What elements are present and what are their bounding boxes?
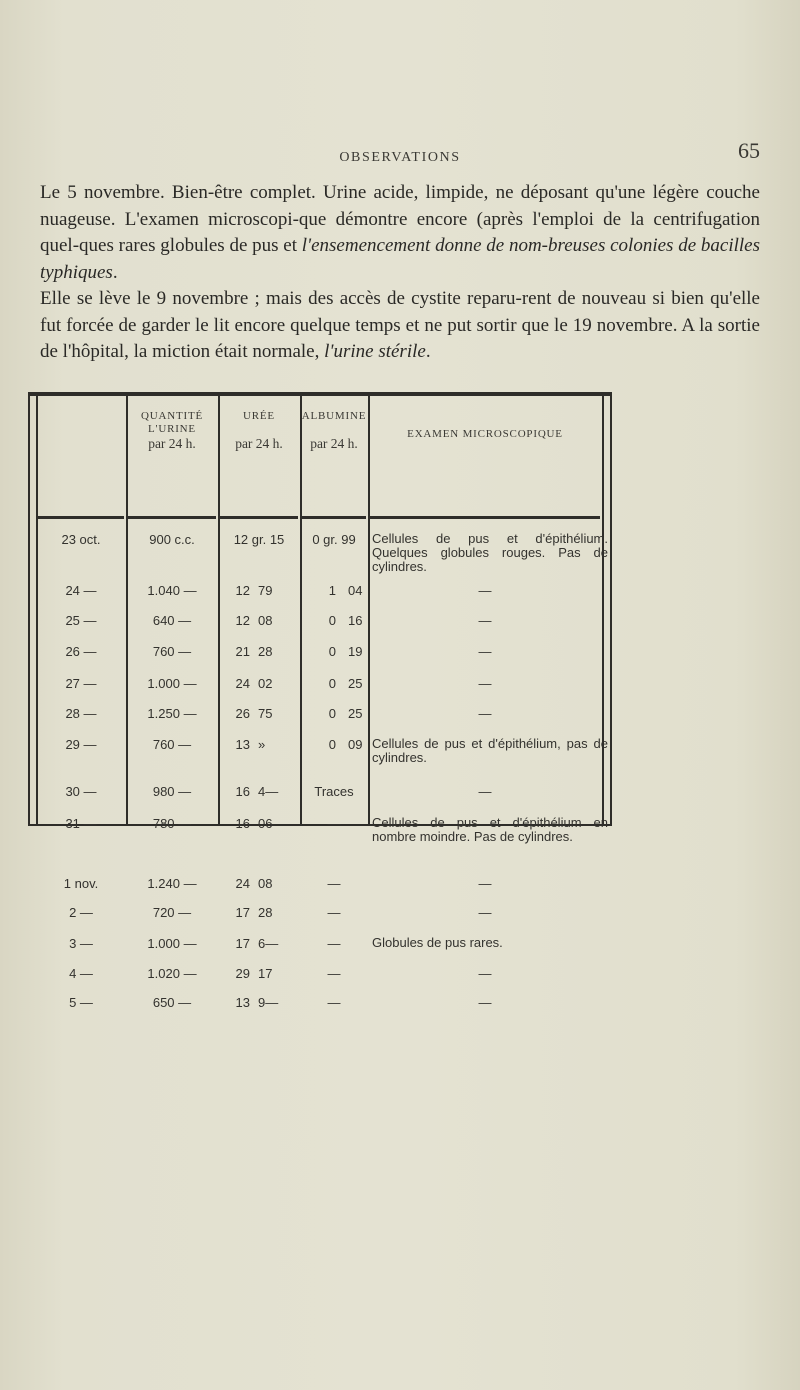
cell-uree-centigrams: 79 xyxy=(258,583,273,598)
cell-examen: — xyxy=(478,676,492,691)
header-quantite xyxy=(126,410,218,452)
cell-uree-centigrams: 4— xyxy=(258,784,279,799)
header-quantite-line2: L'URINE xyxy=(148,423,196,435)
header-albumine-line2: par 24 h. xyxy=(310,436,358,451)
paragraph-2-italic: l'urine stérile xyxy=(324,341,426,362)
header-examen-line1: EXAMEN MICROSCOPIQUE xyxy=(407,428,563,440)
cell-albumine-grams: 0 xyxy=(328,613,336,628)
cell-albumine: 0 gr. 99 xyxy=(312,532,356,547)
cell-uree-centigrams: 28 xyxy=(258,905,273,920)
cell-albumine-centigrams: 25 xyxy=(348,676,363,691)
cell-date: 31 — xyxy=(65,816,97,831)
page-number: 65 xyxy=(738,138,760,163)
cell-albumine-grams: 0 xyxy=(328,676,336,691)
cell-date: 27 — xyxy=(65,676,97,691)
cell-quantity: 650 — xyxy=(152,995,192,1010)
cell-uree-centigrams: 08 xyxy=(258,613,273,628)
cell-date: 23 oct. xyxy=(61,532,101,547)
cell-date: 5 — xyxy=(69,995,93,1010)
cell-uree-grams: 24 xyxy=(235,676,250,691)
cell-albumine-centigrams: 04 xyxy=(348,583,363,598)
cell-uree-centigrams: 9— xyxy=(258,995,279,1010)
paragraph-1-end: . xyxy=(112,261,118,283)
cell-uree-grams: 29 xyxy=(235,966,250,981)
cell-uree-grams: 17 xyxy=(235,905,250,920)
cell-albumine: — xyxy=(327,936,341,951)
paragraph-2-text: Elle se lève le 9 novembre ; mais des accès de cystite reparu-rent de nouveau si bien qu'elle fut forcée de garder le lit encore quelque temps et ne put sortir que le 19 novembre. A la sortie de l'hôpital, la miction était normale, xyxy=(40,288,760,362)
cell-examen: Cellules de pus et d'épithélium en nombre moindre. Pas de cylindres. xyxy=(372,815,608,844)
cell-uree-centigrams: 17 xyxy=(258,966,273,981)
paragraph-1-text: Le 5 novembre. Bien-être complet. Urine acide, limpide, ne déposant qu'une légère couche nuageuse. L'examen microscopi-que démontre encore (après l'emploi de la centrifugation quel-ques rares globules de pus et xyxy=(40,182,760,256)
header-quantite-line3: par 24 h. xyxy=(148,436,196,451)
cell-examen: — xyxy=(478,583,492,598)
table-rule xyxy=(36,396,38,824)
cell-quantity: 1.250 — xyxy=(147,706,197,721)
cell-quantity: 640 — xyxy=(152,613,192,628)
cell-albumine-centigrams: 25 xyxy=(348,706,363,721)
header-quantite-line1: QUANTITÉ xyxy=(141,410,203,422)
cell-uree-centigrams: 08 xyxy=(258,876,273,891)
cell-examen: — xyxy=(478,995,492,1010)
table-rule xyxy=(368,396,370,824)
cell-quantity: 760 — xyxy=(152,737,192,752)
cell-albumine-centigrams: 19 xyxy=(348,644,363,659)
header-uree-line1: URÉE xyxy=(243,410,275,422)
paragraph-2-end: . xyxy=(425,341,431,362)
cell-date: 28 — xyxy=(65,706,97,721)
paragraph-1 xyxy=(40,180,760,286)
cell-albumine-centigrams: 09 xyxy=(348,737,363,752)
paragraph-2 xyxy=(40,286,760,366)
cell-date: 30 — xyxy=(65,784,97,799)
cell-quantity: 980 — xyxy=(152,784,192,799)
header-spacer xyxy=(218,423,300,436)
cell-uree-centigrams: 6— xyxy=(258,936,279,951)
header-examen xyxy=(368,428,602,441)
cell-uree-grams: 16 xyxy=(235,784,250,799)
cell-uree-grams: 12 xyxy=(235,583,250,598)
cell-albumine-grams: 0 xyxy=(328,737,336,752)
cell-albumine-centigrams: 16 xyxy=(348,613,363,628)
cell-uree: 12 gr. 15 xyxy=(233,532,285,547)
cell-albumine: — xyxy=(327,905,341,920)
cell-examen: Cellules de pus et d'épithélium, pas de cylindres. xyxy=(372,736,608,765)
table-rule xyxy=(300,396,302,824)
cell-examen: Globules de pus rares. xyxy=(372,935,503,950)
cell-examen: — xyxy=(478,966,492,981)
cell-uree-centigrams: 28 xyxy=(258,644,273,659)
cell-uree-grams: 13 xyxy=(235,995,250,1010)
cell-uree-grams: 21 xyxy=(235,644,250,659)
cell-examen: — xyxy=(478,613,492,628)
header-rule xyxy=(370,516,600,519)
cell-quantity: 1.020 — xyxy=(147,966,197,981)
cell-uree-grams: 13 xyxy=(235,737,250,752)
cell-albumine-grams: 0 xyxy=(328,706,336,721)
urine-analysis-table xyxy=(28,392,612,1010)
header-rule xyxy=(38,516,124,519)
cell-uree-grams: 12 xyxy=(235,613,250,628)
cell-date: 25 — xyxy=(65,613,97,628)
header-rule xyxy=(220,516,298,519)
cell-quantity: 900 c.c. xyxy=(149,532,195,547)
table-rule xyxy=(126,396,128,824)
cell-uree-grams: 17 xyxy=(235,936,250,951)
body-text xyxy=(40,180,760,366)
cell-uree-centigrams: 06 xyxy=(258,816,273,831)
paragraph-1-italic: l'ensemencement donne de nom-breuses colonies de bacilles typhiques xyxy=(40,235,760,283)
cell-albumine: — xyxy=(327,816,341,831)
cell-date: 26 — xyxy=(65,644,97,659)
cell-albumine: — xyxy=(327,966,341,981)
cell-examen: — xyxy=(478,876,492,891)
cell-date: 29 — xyxy=(65,737,97,752)
header-uree-line2: par 24 h. xyxy=(235,436,283,451)
cell-uree-grams: 24 xyxy=(235,876,250,891)
cell-albumine: — xyxy=(327,995,341,1010)
running-title: OBSERVATIONS xyxy=(339,150,461,165)
cell-uree-centigrams: 02 xyxy=(258,676,273,691)
cell-albumine: — xyxy=(327,876,341,891)
cell-examen: — xyxy=(478,706,492,721)
header-albumine-line1: ALBUMINE xyxy=(301,410,367,422)
cell-albumine-grams: 1 xyxy=(328,583,336,598)
cell-albumine: Traces xyxy=(314,784,354,799)
cell-examen: Cellules de pus et d'épithélium. Quelques globules rouges. Pas de cylindres. xyxy=(372,531,608,574)
cell-quantity: 1.000 — xyxy=(147,676,197,691)
cell-examen: — xyxy=(478,784,492,799)
cell-uree-centigrams: » xyxy=(258,737,266,752)
header-rule xyxy=(128,516,216,519)
cell-quantity: 760 — xyxy=(152,644,192,659)
cell-date: 24 — xyxy=(65,583,97,598)
header-albumine xyxy=(300,410,368,452)
cell-date: 1 nov. xyxy=(63,876,99,891)
table-rule xyxy=(218,396,220,824)
cell-quantity: 1.240 — xyxy=(147,876,197,891)
header-uree xyxy=(218,410,300,452)
cell-quantity: 1.000 — xyxy=(147,936,197,951)
header-rule xyxy=(302,516,366,519)
cell-uree-grams: 26 xyxy=(235,706,250,721)
cell-examen: — xyxy=(478,905,492,920)
header-spacer xyxy=(300,423,368,436)
cell-albumine-grams: 0 xyxy=(328,644,336,659)
cell-date: 2 — xyxy=(69,905,93,920)
cell-examen: — xyxy=(478,644,492,659)
cell-date: 4 — xyxy=(69,966,93,981)
cell-uree-grams: 16 xyxy=(235,816,250,831)
cell-quantity: 780 — xyxy=(152,816,192,831)
cell-quantity: 720 — xyxy=(152,905,192,920)
cell-date: 3 — xyxy=(69,936,93,951)
cell-uree-centigrams: 75 xyxy=(258,706,273,721)
cell-quantity: 1.040 — xyxy=(147,583,197,598)
